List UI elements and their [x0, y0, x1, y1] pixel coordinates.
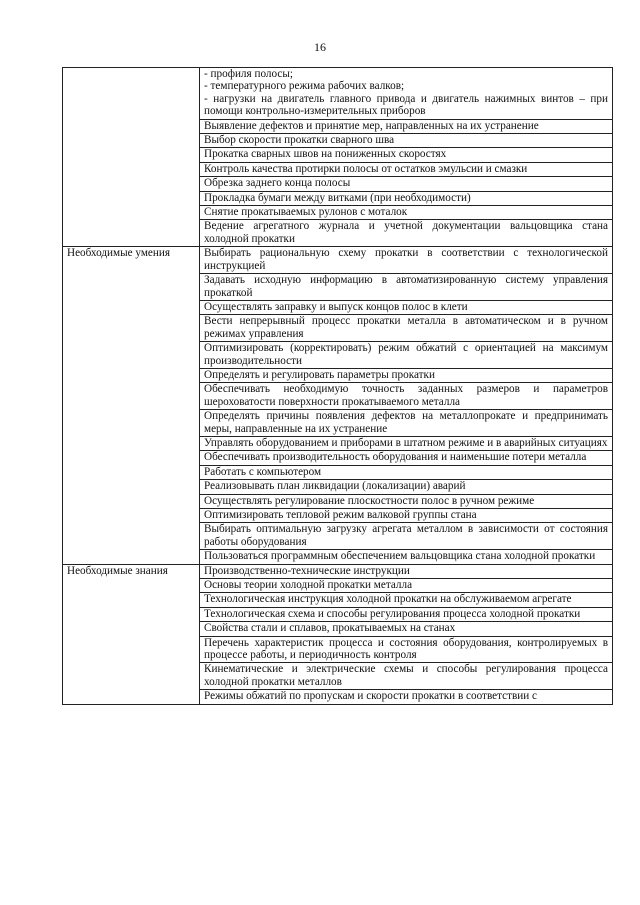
cell-text: Оптимизировать тепловой режим валковой группы стана — [204, 509, 477, 521]
table-cell — [200, 119, 613, 133]
cell-text: Задавать исходную информацию в автоматизированную систему управления прокаткой — [204, 274, 608, 299]
table-cell — [200, 465, 613, 479]
cell-text: Обрезка заднего конца полосы — [204, 177, 351, 190]
table-cell — [200, 451, 613, 465]
cell-text: Вести непрерывный процесс прокатки металла в автоматическом и в ручном режимах управления — [204, 315, 608, 340]
cell-text: Основы теории холодной прокатки металла — [204, 579, 413, 592]
cell-text: Свойства стали и сплавов, прокатываемых на станах — [204, 622, 456, 635]
table-cell — [200, 494, 613, 508]
table-cell — [200, 480, 613, 494]
table-cell — [200, 220, 613, 247]
table-row — [63, 564, 613, 578]
table-row — [63, 247, 613, 274]
cell-text: Выявление дефектов и принятие мер, направленных на их устранение — [204, 119, 539, 132]
cell-text: Осуществлять заправку и выпуск концов полос в клети — [204, 300, 468, 313]
table-cell — [200, 663, 613, 690]
cell-text: Определять и регулировать параметры прокатки — [204, 368, 435, 381]
table-cell — [200, 148, 613, 162]
cell-text: Реализовывать план ликвидации (локализации) аварий — [204, 480, 466, 493]
table-cell — [200, 177, 613, 191]
table-cell — [200, 134, 613, 148]
table-cell — [200, 636, 613, 663]
table-cell — [200, 690, 613, 704]
table-row — [63, 68, 613, 120]
cell-text: Технологическая инструкция холодной прокатки на обслуживаемом агрегате — [204, 593, 572, 606]
cell-text: Осуществлять регулирование плоскостности полос в ручном режиме — [204, 494, 535, 507]
cell-text: Выбирать рациональную схему прокатки в соответствии с технологической инструкцией — [204, 247, 608, 272]
table-cell — [200, 550, 613, 564]
cell-text: - температурного режима рабочих валков; — [204, 80, 405, 93]
cell-text: Оптимизировать (корректировать) режим обжатий с ориентацией на максимум производительности — [204, 342, 608, 367]
cell-text: Определять причины появления дефектов на металлопрокате и предпринимать меры, направленные на их устранение — [204, 410, 608, 435]
table-cell — [200, 410, 613, 437]
table-cell — [200, 593, 613, 607]
table-cell — [200, 162, 613, 176]
cell-text: Ведение агрегатного журнала и учетной документации вальцовщика стана холодной прокатки — [204, 220, 608, 245]
section-label: Необходимые умения — [63, 247, 200, 564]
cell-text: Кинематические и электрические схемы и способы регулирования процесса холодной прокатки металлов — [204, 663, 608, 688]
cell-text: Прокатка сварных швов на пониженных скоростях — [204, 148, 447, 161]
requirements-table — [62, 67, 613, 705]
cell-text: - профиля полосы; — [204, 68, 293, 80]
table-cell — [200, 191, 613, 205]
table-cell — [200, 622, 613, 636]
table-cell — [200, 315, 613, 342]
section-label — [63, 68, 200, 247]
cell-text: Управлять оборудованием и приборами в штатном режиме и в аварийных ситуациях — [204, 436, 608, 449]
cell-text: Контроль качества протирки полосы от остатков эмульсии и смазки — [204, 162, 528, 175]
table-cell — [200, 509, 613, 523]
table-cell — [200, 383, 613, 410]
table-cell — [200, 68, 613, 120]
table-cell — [200, 368, 613, 382]
table-cell — [200, 579, 613, 593]
section-label: Необходимые знания — [63, 564, 200, 704]
cell-text: Перечень характеристик процесса и состояния оборудования, контролируемых в процессе работы, и периодичность контроля — [204, 636, 608, 662]
cell-text: Обеспечивать производительность оборудования и наименьшие потери металла — [204, 451, 587, 464]
cell-text: Пользоваться программным обеспечением вальцовщика стана холодной прокатки — [204, 550, 596, 563]
table-cell — [200, 564, 613, 578]
table-cell — [200, 436, 613, 450]
cell-text: Обеспечивать необходимую точность заданных размеров и параметров шероховатости поверхности прокатываемого металла — [204, 383, 608, 408]
cell-text: Производственно-технические инструкции — [204, 564, 410, 577]
table-cell — [200, 523, 613, 550]
cell-text: Работать с компьютером — [204, 465, 322, 478]
cell-text: - нагрузки на двигатель главного привода и двигатель нажимных винтов – при помощи контрольно-измерительных приборов — [204, 92, 608, 118]
table-cell — [200, 274, 613, 301]
table-cell — [200, 300, 613, 314]
cell-text: Снятие прокатываемых рулонов с моталок — [204, 206, 408, 219]
table-cell — [200, 206, 613, 220]
table-cell — [200, 247, 613, 274]
page-number: 16 — [314, 40, 326, 54]
table-cell — [200, 607, 613, 621]
cell-text: Прокладка бумаги между витками (при необходимости) — [204, 191, 471, 204]
cell-text: Технологическая схема и способы регулирования процесса холодной прокатки — [204, 607, 581, 620]
table-cell — [200, 342, 613, 369]
cell-text: Выбор скорости прокатки сварного шва — [204, 134, 395, 147]
cell-text: Режимы обжатий по пропускам и скорости прокатки в соответствии с — [204, 690, 538, 703]
cell-text: Выбирать оптимальную загрузку агрегата металлом в зависимости от состояния работы оборудования — [204, 523, 608, 548]
